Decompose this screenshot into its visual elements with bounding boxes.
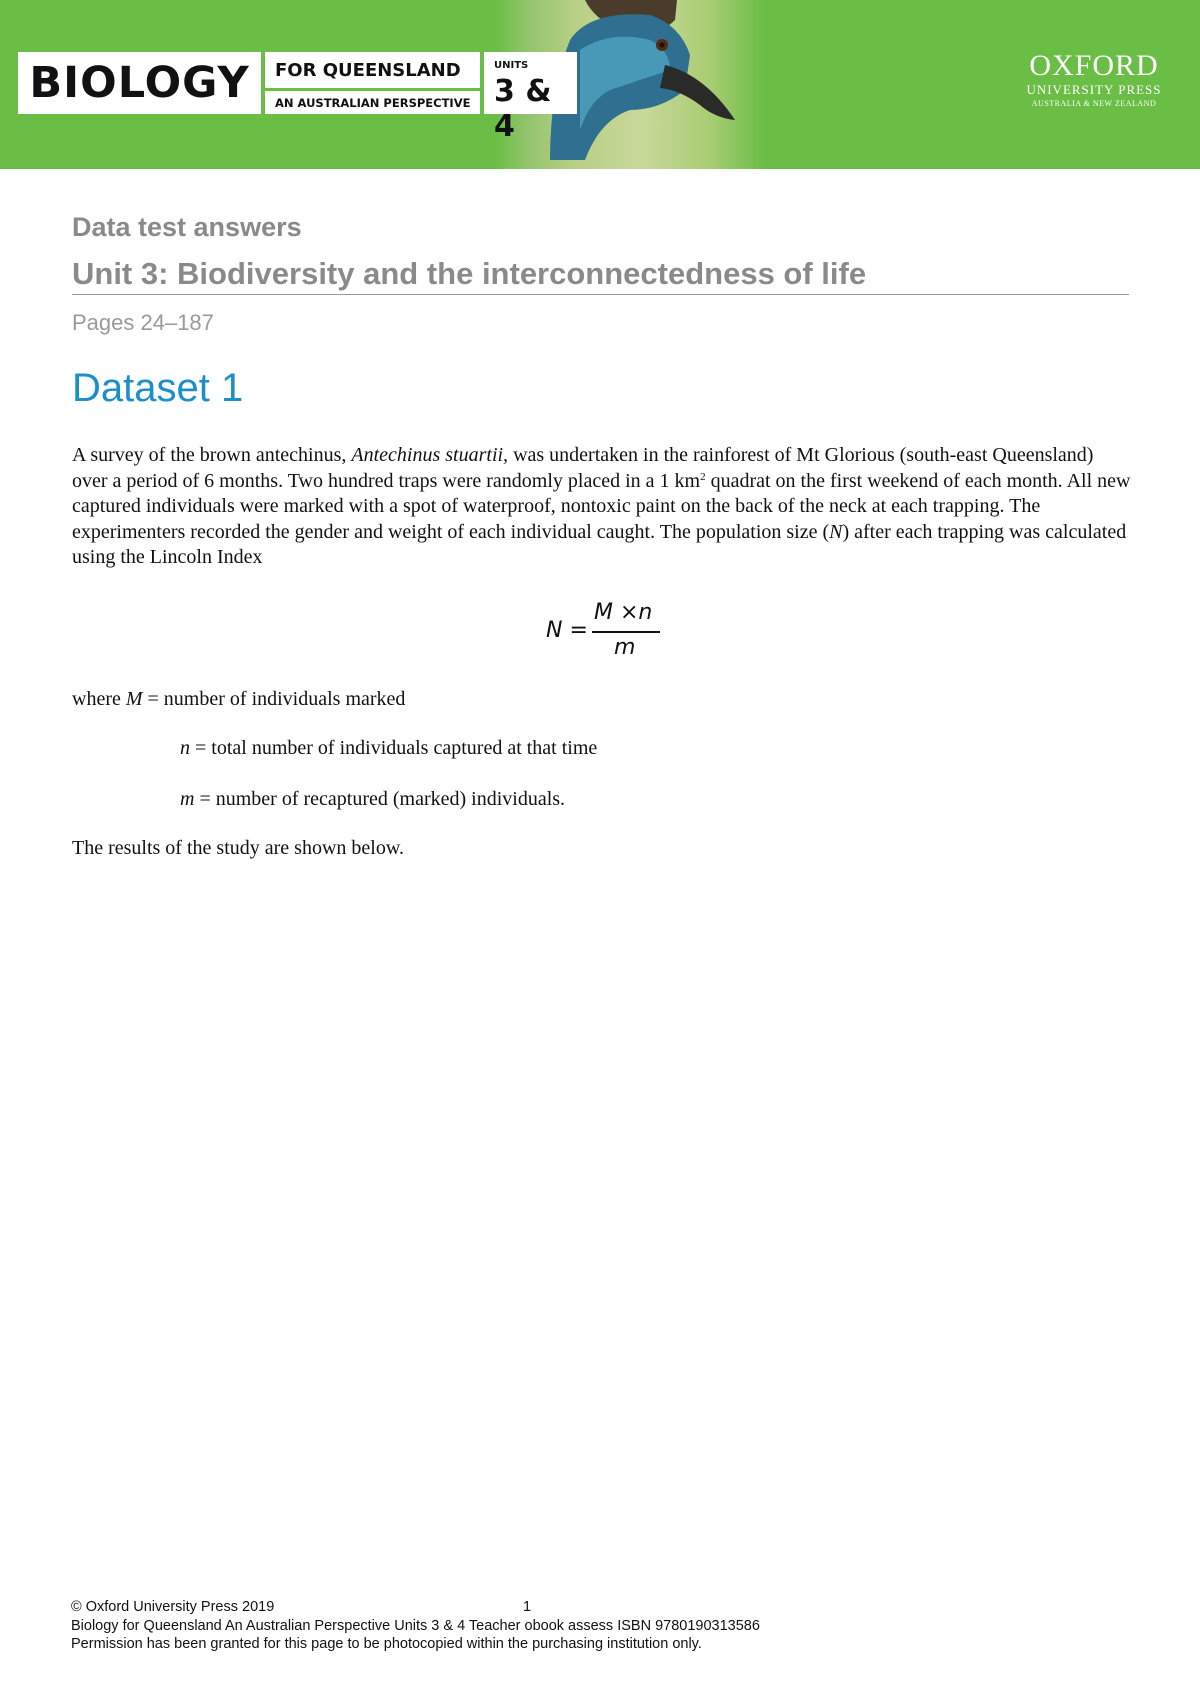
definition-n: n = total number of individuals captured at that time <box>180 737 598 759</box>
publisher-name: OXFORD <box>1029 49 1159 82</box>
footer-permission-line: Permission has been granted for this page to be photocopied within the purchasing institution only. <box>71 1636 702 1652</box>
formula-lhs: N = <box>546 618 588 643</box>
series-title: BIOLOGY <box>18 52 261 114</box>
header-banner <box>0 0 1200 169</box>
publisher-logo <box>1018 50 1170 110</box>
footer-isbn-line: Biology for Queensland An Australian Perspective Units 3 & 4 Teacher obook assess ISBN 9780190313586 <box>71 1617 760 1634</box>
definition-m: m = number of recaptured (marked) individuals. <box>180 788 566 810</box>
document-type: Data test answers <box>72 212 302 242</box>
formula-denominator: m <box>614 635 636 660</box>
page-range: Pages 24–187 <box>72 310 214 335</box>
heading-divider <box>72 294 1129 295</box>
formula-numerator: M ×n <box>594 600 653 625</box>
series-subtitle-bottom: AN AUSTRALIAN PERSPECTIVE <box>265 91 480 114</box>
results-intro: The results of the study are shown below. <box>72 837 404 859</box>
lincoln-index-formula <box>546 600 666 666</box>
page-number: 1 <box>523 1599 532 1615</box>
unit-title: Unit 3: Biodiversity and the interconnectedness of life <box>72 256 867 291</box>
publisher-line3: AUSTRALIA & NEW ZEALAND <box>1031 99 1157 108</box>
units-value: 3 & 4 <box>494 74 552 144</box>
intro-paragraph: A survey of the brown antechinus, Antechinus stuartii, was undertaken in the rainforest of Mt Glorious (south-east Queensland) over a period of 6 months. Two hundred traps were randomly placed in a 1 $km^2$ quadrat on the first weekend of each month. All new captured individuals were marked with a spot of waterproof, nontoxic paint on the back of the neck at each trapping. The experimenters recorded the gender and weight of each individual caught. The population size (N) after each trapping was calculated using the Lincoln Index <box>72 444 1131 568</box>
page-footer <box>71 1598 1071 1654</box>
series-subtitle-top: FOR QUEENSLAND <box>265 52 480 88</box>
dataset-heading: Dataset 1 <box>72 366 244 410</box>
fraction-bar <box>592 631 660 633</box>
publisher-line2: UNIVERSITY PRESS <box>1026 82 1162 97</box>
units-label: UNITS <box>494 60 529 71</box>
definition-M: where M = number of individuals marked <box>72 688 406 710</box>
units-badge <box>484 52 577 144</box>
series-logo <box>18 52 577 144</box>
copyright: © Oxford University Press 2019 <box>71 1599 275 1615</box>
species-name: Antechinus stuartii, <box>351 444 509 466</box>
